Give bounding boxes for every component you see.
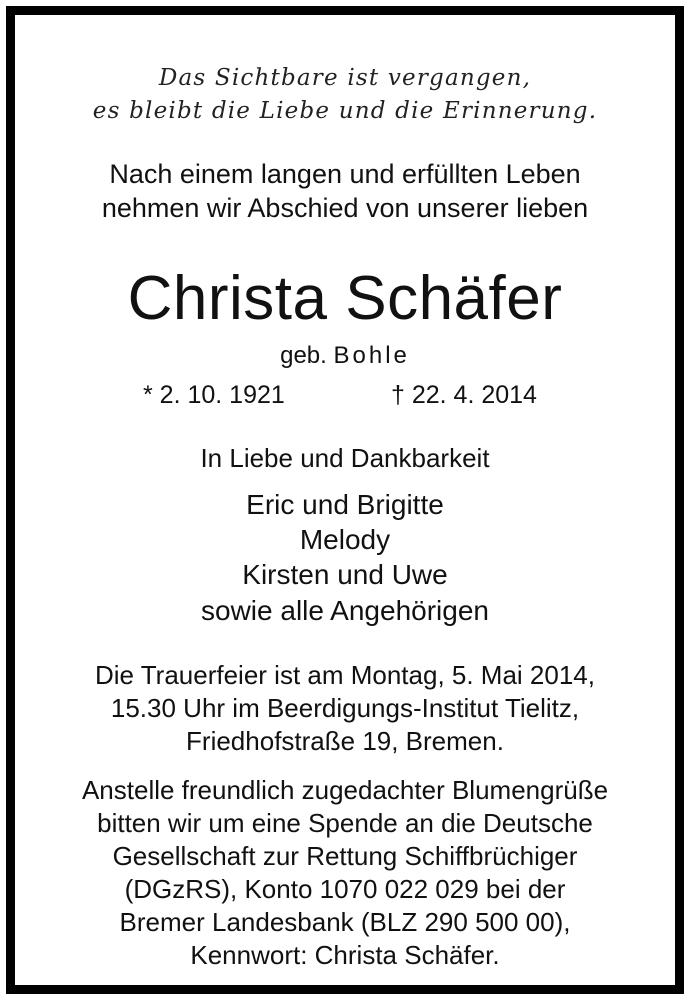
- funeral-line: Friedhofstraße 19, Bremen.: [186, 726, 504, 756]
- donation-line: bitten wir um eine Spende an die Deutsche: [97, 808, 593, 838]
- mourner-line: sowie alle Angehörigen: [201, 595, 489, 626]
- donation-line: Bremer Landesbank (BLZ 290 500 00),: [119, 907, 571, 937]
- donation-line: (DGzRS), Konto 1070 022 029 bei der: [124, 874, 566, 904]
- death-date: † 22. 4. 2014: [391, 381, 537, 409]
- mourner-line: Melody: [299, 524, 391, 555]
- donation-line: Kennwort: Christa Schäfer.: [190, 940, 500, 970]
- birth-name: [15, 342, 675, 370]
- obituary-frame: [6, 6, 684, 994]
- donation-line: Anstelle freundlich zugedachter Blumengrüße: [81, 775, 609, 805]
- mourner-line: Kirsten und Uwe: [242, 559, 448, 590]
- birth-date: * 2. 10. 1921: [143, 381, 285, 409]
- funeral-line: Die Trauerfeier ist am Montag, 5. Mai 2014,: [94, 660, 595, 690]
- birth-surname: Bohle: [333, 342, 410, 369]
- motto-line-1: Das Sichtbare ist vergangen,: [158, 65, 532, 91]
- intro-line-1: Nach einem langen und erfüllten Leben: [109, 159, 581, 189]
- funeral-line: 15.30 Uhr im Beerdigungs-Institut Tielitz,: [110, 693, 580, 723]
- deceased-name: Christa Schäfer: [127, 264, 563, 333]
- thanks-line: In Liebe und Dankbarkeit: [200, 443, 490, 473]
- intro-line-2: nehmen wir Abschied von unserer lieben: [101, 193, 589, 223]
- birth-name-prefix: geb.: [280, 342, 327, 369]
- mourner-line: Eric und Brigitte: [246, 489, 444, 520]
- donation-line: Gesellschaft zur Rettung Schiffbrüchiger: [112, 841, 578, 871]
- motto-line-2: es bleibt die Liebe und die Erinnerung.: [92, 98, 598, 124]
